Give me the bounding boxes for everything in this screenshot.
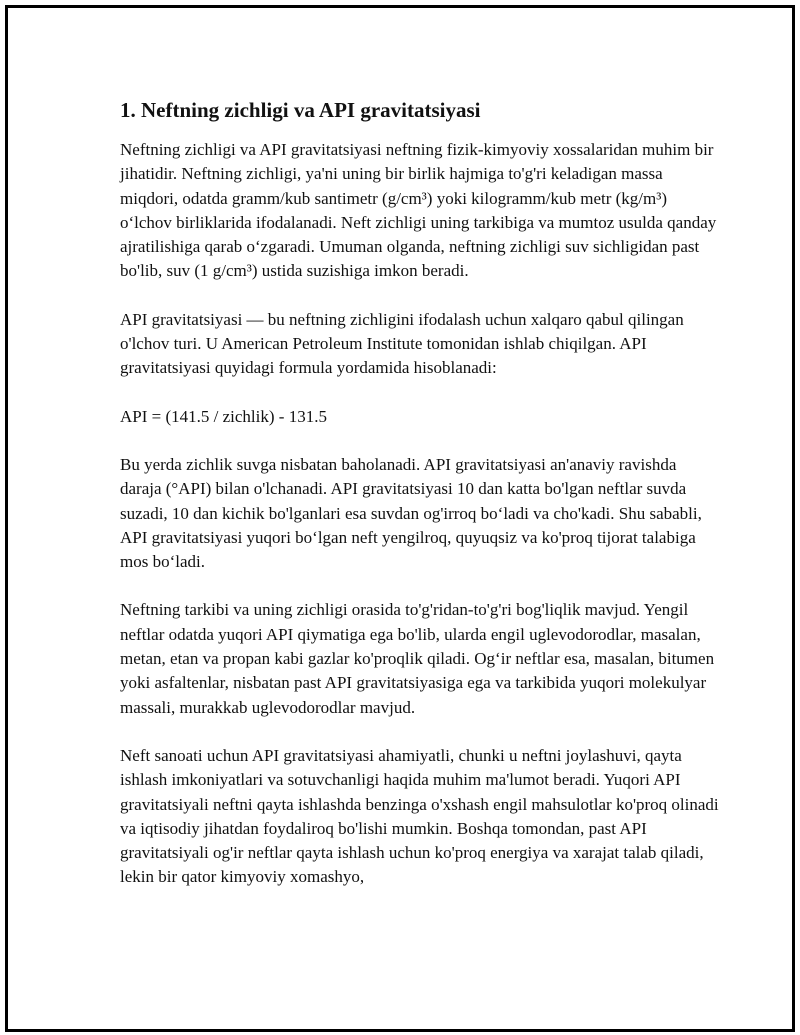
page-frame	[5, 5, 795, 1032]
section-title: 1. Neftning zichligi va API gravitatsiyasi	[120, 98, 481, 122]
document-body	[120, 94, 720, 914]
paragraph-industry-importance: Neft sanoati uchun API gravitatsiyasi ahamiyatli, chunki u neftni joylashuvi, qayta ishlash imkoniyatlari va sotuvchanligi haqida muhim ma'lumot beradi. Yuqori API gravitatsiyali neftni qayta ishlashda benzinga o'xshash engil mahsulotlar ko'proq olinadi va iqtisodiy jihatdan foydaliroq bo'lishi mumkin. Boshqa tomondan, past API gravitatsiyali og'ir neftlar qayta ishlash uchun ko'proq energiya va xarajat talab qiladi, lekin bir qator kimyoviy xomashyo,	[120, 745, 719, 887]
paragraph-density-intro: Neftning zichligi va API gravitatsiyasi neftning fizik-kimyoviy xossalaridan muhim bir jihatidir. Neftning zichligi, ya'ni uning bir birlik hajmiga to'g'ri keladigan massa miqdori, odatda gramm/kub santimetr (g/cm³) yoki kilogramm/kub metr (kg/m³) o‘lchov birliklarida ifodalanadi. Neft zichligi uning tarkibiga va mumtoz usulda qanday ajratilishiga qarab o‘zgaradi. Umuman olganda, neftning zichligi suv sichligidan past bo'lib, suv (1 g/cm³) ustida suzishiga imkon beradi.	[120, 140, 717, 281]
paragraph-api-definition: API gravitatsiyasi — bu neftning zichligini ifodalash uchun xalqaro qabul qilingan o'lchov turi. U American Petroleum Institute tomonidan ishlab chiqilgan. API gravitatsiyasi quyidagi formula yordamida hisoblanadi:	[120, 309, 684, 378]
paragraph-api-formula: API = (141.5 / zichlik) - 131.5	[120, 406, 327, 426]
paragraph-api-scale: Bu yerda zichlik suvga nisbatan baholanadi. API gravitatsiyasi an'anaviy ravishda daraja (°API) bilan o'lchanadi. API gravitatsiyasi 10 dan katta bo'lgan neftlar suvda suzadi, 10 dan kichik bo'lganlari esa suvdan og'irroq bo‘ladi va cho'kadi. Shu sababli, API gravitatsiyasi yuqori bo‘lgan neft yengilroq, quyuqsiz va ko'proq tijorat talabiga mos bo‘ladi.	[120, 454, 702, 572]
paragraph-composition: Neftning tarkibi va uning zichligi orasida to'g'ridan-to'g'ri bog'liqlik mavjud. Yengil neftlar odatda yuqori API qiymatiga ega bo'lib, ularda engil uglevodorodlar, masalan, metan, etan va propan kabi gazlar ko'proqlik qiladi. Og‘ir neftlar esa, masalan, bitumen yoki asfaltenlar, nisbatan past API gravitatsiyasiga ega va tarkibida yuqori molekulyar massali, murakkab uglevodorodlar mavjud.	[120, 600, 715, 717]
